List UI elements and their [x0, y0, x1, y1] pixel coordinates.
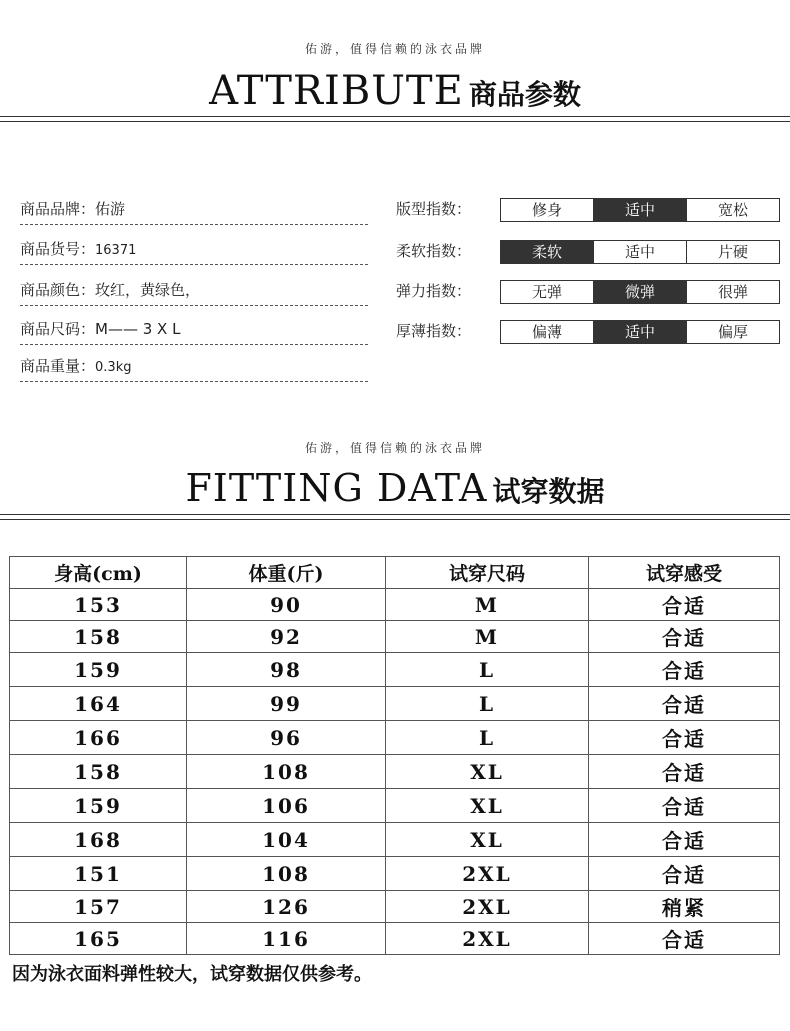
cell-height: 168: [10, 823, 187, 857]
cell-weight: 99: [187, 687, 386, 721]
cell-weight: 96: [187, 721, 386, 755]
attribute-label: 商品尺码：: [20, 320, 96, 338]
fitting-title: [0, 466, 790, 510]
cell-feeling: 合适: [589, 621, 780, 653]
fitting-tagline: 佑游，值得信赖的泳衣品牌: [304, 441, 485, 455]
cell-size: XL: [386, 789, 589, 823]
attribute-title-en: ATTRIBUTE: [209, 68, 464, 114]
cell-weight: 92: [187, 621, 386, 653]
cell-height: 166: [10, 721, 187, 755]
cell-height: 165: [10, 923, 187, 955]
attribute-tagline: 佑游，值得信赖的泳衣品牌: [304, 42, 485, 56]
cell-height: 159: [10, 789, 187, 823]
header-size: 试穿尺码: [386, 557, 589, 589]
table-row: [10, 621, 780, 653]
table-row: [10, 891, 780, 923]
fitting-rule-bottom: [0, 519, 790, 520]
cell-height: 157: [10, 891, 187, 923]
fitting-table-header: [10, 557, 780, 589]
cell-size: L: [386, 653, 589, 687]
cell-height: 164: [10, 687, 187, 721]
cell-feeling: 稍紧: [589, 891, 780, 923]
header-height: 身高(cm): [10, 557, 187, 589]
cell-weight: 98: [187, 653, 386, 687]
table-row: [10, 755, 780, 789]
attribute-row: [20, 279, 368, 306]
table-row: [10, 823, 780, 857]
index-option: 宽松: [686, 199, 779, 221]
attribute-label: 商品品牌：: [20, 200, 96, 218]
attribute-rule-bottom: [0, 121, 790, 122]
fitting-title-en: FITTING DATA: [185, 466, 488, 510]
cell-weight: 106: [187, 789, 386, 823]
attribute-value: 0.3kg: [95, 360, 132, 375]
cell-size: 2XL: [386, 857, 589, 891]
cell-size: L: [386, 687, 589, 721]
attribute-title: [0, 68, 790, 114]
attribute-row: [20, 355, 368, 382]
fitting-table: [9, 556, 780, 955]
cell-size: M: [386, 589, 589, 621]
table-row: [10, 687, 780, 721]
cell-feeling: 合适: [589, 923, 780, 955]
attribute-row: [20, 198, 368, 225]
cell-weight: 126: [187, 891, 386, 923]
index-option: 很弹: [686, 281, 779, 303]
cell-height: 151: [10, 857, 187, 891]
attribute-label: 商品颜色：: [20, 281, 96, 299]
attribute-row: [20, 318, 368, 345]
cell-feeling: 合适: [589, 857, 780, 891]
index-label: 版型指数：: [396, 200, 472, 218]
cell-feeling: 合适: [589, 589, 780, 621]
table-row: [10, 789, 780, 823]
index-label: 弹力指数：: [396, 282, 472, 300]
table-row: [10, 589, 780, 621]
fitting-rule-top: [0, 514, 790, 515]
cell-feeling: 合适: [589, 721, 780, 755]
index-scale: [500, 280, 780, 304]
cell-size: 2XL: [386, 923, 589, 955]
cell-height: 158: [10, 621, 187, 653]
attribute-row: [20, 238, 368, 265]
attribute-title-cn: 商品参数: [468, 78, 581, 111]
table-row: [10, 923, 780, 955]
index-option: 片硬: [686, 241, 779, 263]
index-option-selected: 微弹: [593, 281, 686, 303]
cell-feeling: 合适: [589, 823, 780, 857]
cell-size: M: [386, 621, 589, 653]
cell-size: XL: [386, 823, 589, 857]
attribute-value: M—— 3 X L: [95, 320, 181, 338]
cell-size: 2XL: [386, 891, 589, 923]
cell-height: 153: [10, 589, 187, 621]
attribute-value: 16371: [95, 243, 137, 258]
index-option: 适中: [593, 241, 686, 263]
cell-size: L: [386, 721, 589, 755]
cell-feeling: 合适: [589, 687, 780, 721]
index-option: 偏厚: [686, 321, 779, 343]
attribute-rule-top: [0, 116, 790, 117]
index-option-selected: 适中: [593, 321, 686, 343]
cell-size: XL: [386, 755, 589, 789]
cell-weight: 108: [187, 857, 386, 891]
header-weight: 体重(斤): [187, 557, 386, 589]
cell-feeling: 合适: [589, 653, 780, 687]
index-option: 修身: [531, 201, 562, 219]
index-option-selected: 适中: [593, 199, 686, 221]
index-label: 柔软指数：: [396, 242, 472, 260]
cell-height: 159: [10, 653, 187, 687]
index-label: 厚薄指数：: [396, 322, 472, 340]
table-row: [10, 721, 780, 755]
cell-feeling: 合适: [589, 789, 780, 823]
index-option: 偏薄: [531, 323, 562, 341]
index-scale: [500, 240, 780, 264]
header-feeling: 试穿感受: [589, 557, 780, 589]
index-scale: [500, 198, 780, 222]
attribute-value: 玫红，黄绿色，: [95, 281, 201, 299]
cell-weight: 108: [187, 755, 386, 789]
fitting-title-cn: 试穿数据: [492, 475, 605, 508]
cell-feeling: 合适: [589, 755, 780, 789]
table-row: [10, 653, 780, 687]
index-option: 无弹: [531, 283, 562, 301]
attribute-label: 商品货号：: [20, 240, 96, 258]
index-option-selected: 柔软: [501, 241, 593, 263]
cell-weight: 90: [187, 589, 386, 621]
fitting-note: 因为泳衣面料弹性较大，试穿数据仅供参考。: [12, 964, 372, 985]
attribute-value: 佑游: [95, 200, 126, 218]
table-row: [10, 857, 780, 891]
attribute-label: 商品重量：: [20, 357, 96, 375]
cell-weight: 116: [187, 923, 386, 955]
index-scale: [500, 320, 780, 344]
cell-height: 158: [10, 755, 187, 789]
cell-weight: 104: [187, 823, 386, 857]
